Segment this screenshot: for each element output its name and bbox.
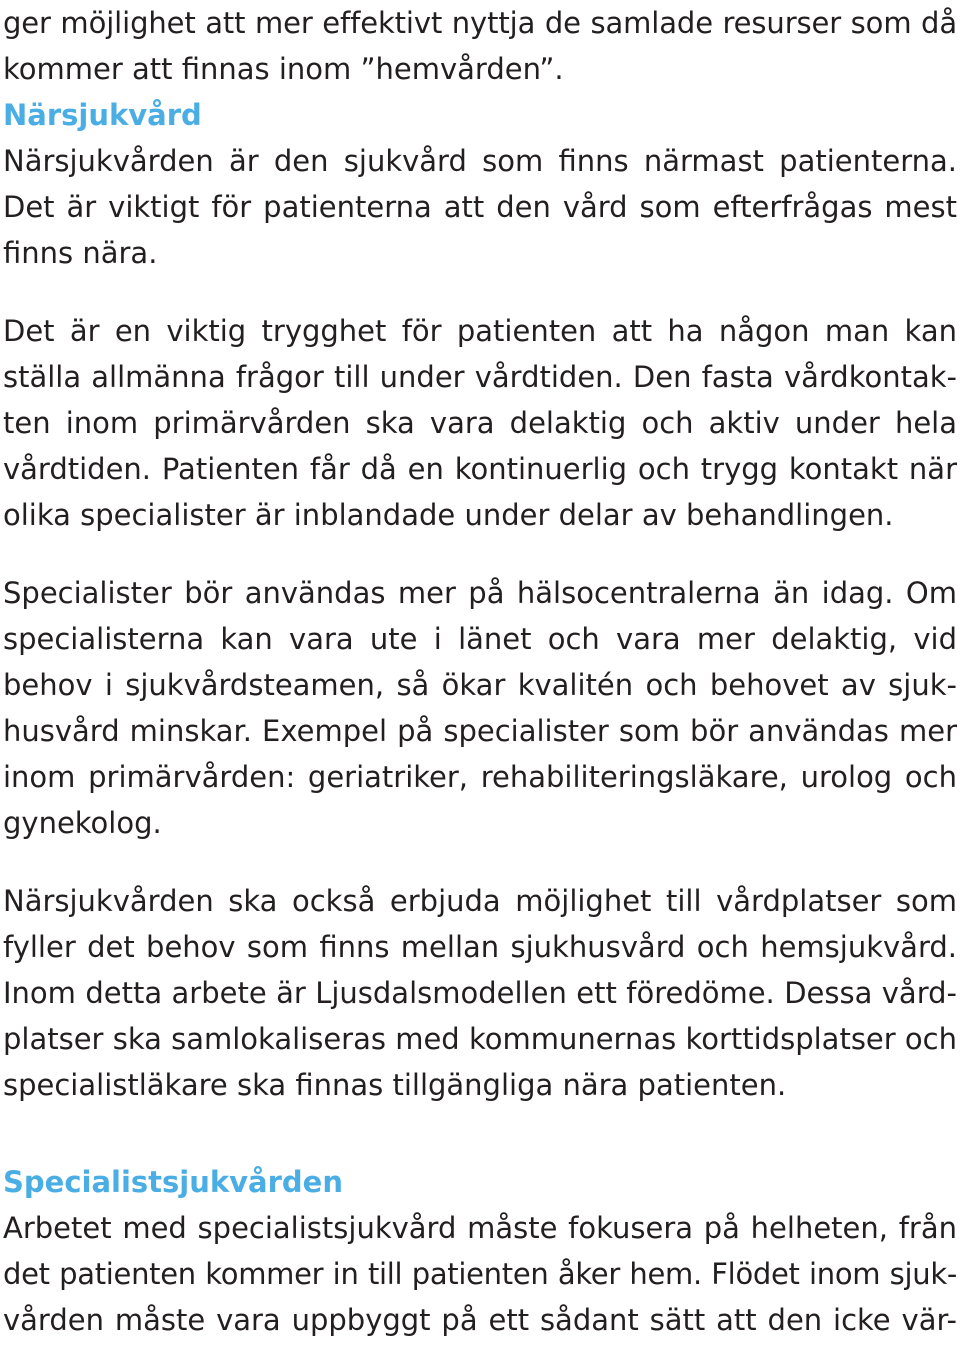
paragraph	[3, 570, 957, 846]
text-line: ställa allmänna frågor till under vårdtiden. Den fasta vårdkontak-	[3, 360, 957, 394]
paragraph-gap	[3, 276, 957, 308]
text-line: vårdtiden. Patienten får då en kontinuerlig och trygg kontakt när	[3, 452, 957, 486]
text-line: kommer att finnas inom ”hemvården”.	[3, 52, 564, 86]
text-line: olika specialister är inblandade under delar av behandlingen.	[3, 498, 894, 532]
intro-paragraph	[3, 0, 957, 92]
text-line: Närsjukvården ska också erbjuda möjlighet till vårdplatser som	[3, 884, 957, 918]
text-line: Det är en viktig trygghet för patienten att ha någon man kan	[3, 314, 957, 348]
paragraph-gap	[3, 846, 957, 878]
text-line: finns nära.	[3, 236, 158, 270]
section-heading-narsjukvard: Närsjukvård	[3, 98, 202, 132]
text-line: husvård minskar. Exempel på specialister som bör användas mer	[3, 714, 957, 748]
text-line: Specialister bör användas mer på hälsocentralerna än idag. Om	[3, 576, 957, 610]
paragraph	[3, 878, 957, 1108]
text-line: specialistläkare ska finnas tillgängliga nära patienten.	[3, 1068, 787, 1102]
paragraph	[3, 308, 957, 538]
document-page	[3, 0, 957, 1343]
text-line: gynekolog.	[3, 806, 162, 840]
paragraph	[3, 1205, 957, 1343]
text-line: Det är viktigt för patienterna att den vård som efterfrågas mest	[3, 190, 957, 224]
text-line: specialisterna kan vara ute i länet och vara mer delaktig, vid	[3, 622, 957, 656]
paragraph	[3, 138, 957, 276]
text-line: vården måste vara uppbyggt på ett sådant sätt att den icke vär-	[3, 1303, 957, 1337]
text-line: Närsjukvården är den sjukvård som finns närmast patienterna.	[3, 144, 957, 178]
text-line: platser ska samlokaliseras med kommunernas korttidsplatser och	[3, 1022, 957, 1056]
text-line: det patienten kommer in till patienten åker hem. Flödet inom sjuk-	[3, 1257, 957, 1291]
text-line: ger möjlighet att mer effektivt nyttja de samlade resurser som då	[3, 6, 957, 40]
text-line: Inom detta arbete är Ljusdalsmodellen ett föredöme. Dessa vård-	[3, 976, 957, 1010]
text-line: inom primärvården: geriatriker, rehabiliteringsläkare, urolog och	[3, 760, 957, 794]
text-line: Arbetet med specialistsjukvård måste fokusera på helheten, från	[3, 1211, 957, 1245]
text-line: fyller det behov som finns mellan sjukhusvård och hemsjukvård.	[3, 930, 957, 964]
section-gap	[3, 1108, 957, 1159]
section-heading-specialistsjukvarden: Specialistsjukvården	[3, 1165, 343, 1199]
text-line: ten inom primärvården ska vara delaktig och aktiv under hela	[3, 406, 957, 440]
paragraph-gap	[3, 538, 957, 570]
text-line: behov i sjukvårdsteamen, så ökar kvalitén och behovet av sjuk-	[3, 668, 957, 702]
